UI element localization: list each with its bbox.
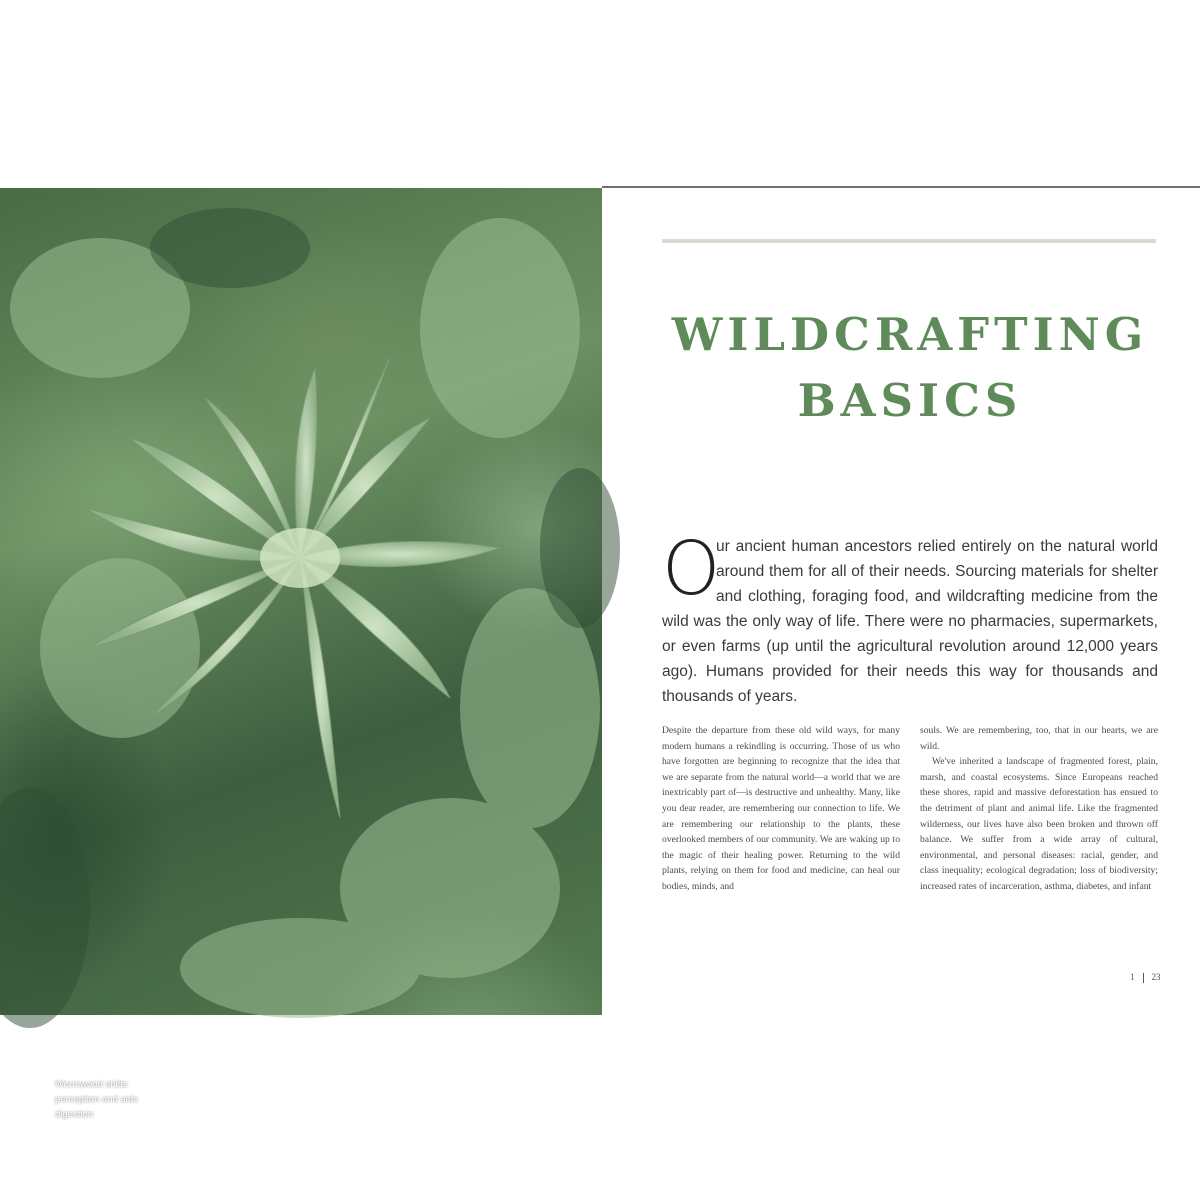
chapter-title — [640, 302, 1180, 434]
body-column-left — [662, 723, 900, 895]
wormwood-photo — [0, 188, 602, 1120]
body-column-right — [920, 723, 1158, 895]
lede-text: ur ancient human ancestors relied entirely on the natural world around them for all of their needs. Sourcing materials for shelter and clothing, foraging food, and wildcrafting medicine from the wild was the only way of life. There were no pharmacies, supermarkets, or even farms (up until the agricultural revolution around 12,000 years ago). Humans provided for their needs this way for thousands and thousands of years. — [662, 538, 1158, 705]
photo-caption: Wormwood shifts perception and aids digestion — [46, 1077, 160, 1122]
folio-separator — [1143, 973, 1144, 983]
lede-paragraph — [662, 526, 1158, 709]
page-folio — [1130, 972, 1161, 983]
header-rule — [662, 239, 1156, 243]
chapter-title-line-1: WILDCRAFTING — [671, 308, 1149, 361]
body-columns — [662, 723, 1158, 895]
page-top-border — [602, 186, 1200, 188]
body-paragraph: souls. We are remembering, too, that in our hearts, we are wild. — [920, 725, 1158, 752]
chapter-title-line-2: BASICS — [797, 374, 1023, 427]
body-paragraph: Despite the departure from these old wild ways, for many modern humans a rekindling is occurring. Those of us who have forgotten are beginning to recognize that the idea that we are separate from the natural world—a world that we are inextricably part of—is destructive and unhealthy. Many, like you dear reader, are remembering our connection to life. We are remembering our relationship to the plants, these overlooked members of our community. We are waking up to the magic of their healing power. Returning to the wild plants, relying on them for food and medicine, can heal our bodies, minds, and — [662, 725, 900, 892]
body-paragraph: We've inherited a landscape of fragmented forest, plain, marsh, and coastal ecosystems. Since Europeans reached these shores, rapid and massive deforestation has ensued to the detriment of plant and animal life. Like the fragmented wilderness, our lives have also been broken and thrown off balance. We suffer from a wide array of cultural, environmental, and personal diseases: racial, gender, and class inequality; ecological degradation; loss of biodiversity; increased rates of incarceration, asthma, diabetes, and infant — [920, 756, 1158, 892]
page-number: 23 — [1151, 972, 1161, 982]
chapter-number: 1 — [1130, 972, 1135, 982]
drop-cap: O — [662, 526, 721, 612]
wormwood-plant-illustration — [0, 188, 602, 1015]
